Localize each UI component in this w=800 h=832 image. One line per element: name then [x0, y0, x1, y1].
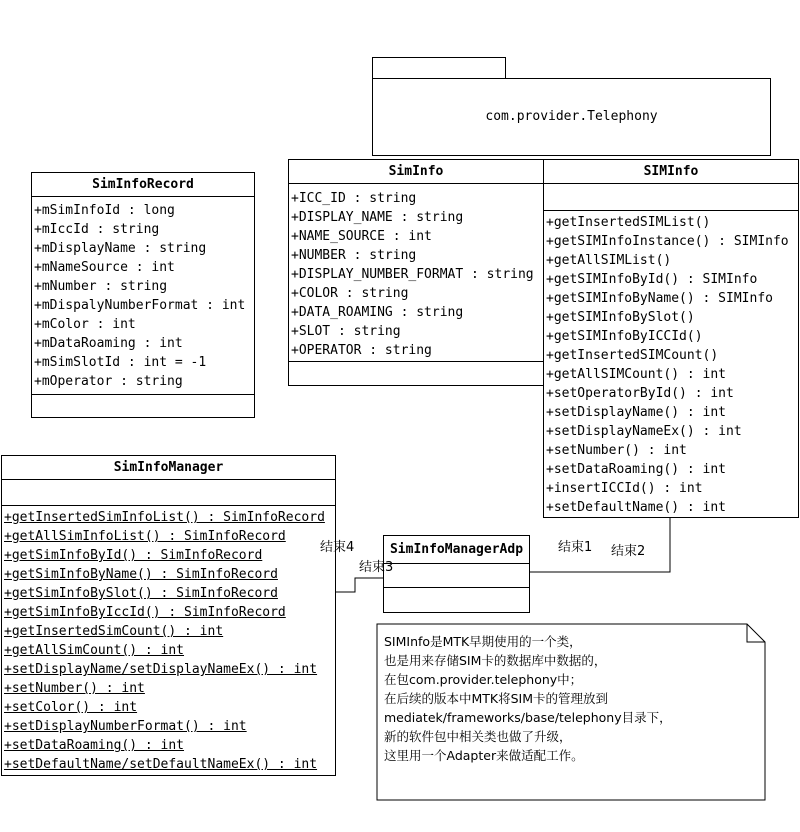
method-item: +setDefaultName() : int: [546, 500, 727, 515]
attribute-item: +OPERATOR : string: [291, 343, 432, 358]
method-item: +getInsertedSimCount() : int: [4, 624, 224, 639]
class-siminfomanageradp[interactable]: [383, 535, 530, 613]
method-list: [289, 362, 543, 385]
connector-label-end4: 结束4: [320, 540, 355, 555]
method-item: +getSIMInfoByName() : SIMInfo: [546, 291, 773, 306]
class-title: SimInfoRecord: [32, 173, 254, 197]
attribute-item: +mDispalyNumberFormat : int: [34, 298, 246, 313]
method-item: +setDisplayName/setDisplayNameEx() : int: [4, 662, 318, 677]
attribute-item: +mSimInfoId : long: [34, 203, 175, 218]
note-text: [384, 632, 672, 765]
attribute-list: [544, 184, 798, 211]
method-item: +setOperatorById() : int: [546, 386, 734, 401]
attribute-item: +SLOT : string: [291, 324, 401, 339]
method-item: +getSimInfoBySlot() : SimInfoRecord: [4, 586, 278, 601]
method-item: +setNumber() : int: [546, 443, 687, 458]
attribute-item: +mDisplayName : string: [34, 241, 207, 256]
package-name: com.provider.Telephony: [485, 109, 658, 124]
method-item: +getAllSIMList(): [546, 253, 672, 268]
method-item: +getSIMInfoById() : SIMInfo: [546, 272, 758, 287]
method-item: +getInsertedSIMList(): [546, 215, 711, 230]
class-title: SimInfoManagerAdp: [384, 536, 529, 564]
class-siminfomanager[interactable]: [1, 455, 336, 776]
attribute-item: +NAME_SOURCE : int: [291, 229, 432, 244]
method-item: +getAllSimInfoList() : SimInfoRecord: [4, 529, 286, 544]
connector-label-end3: 结束3: [359, 560, 394, 575]
method-item: +getSimInfoById() : SimInfoRecord: [4, 548, 263, 563]
attribute-list: [32, 197, 254, 395]
connector-label-end1: 结束1: [558, 540, 593, 555]
attribute-item: +DISPLAY_NAME : string: [291, 210, 464, 225]
class-title: SimInfoManager: [2, 456, 335, 480]
note-line: 也是用来存储SIM卡的数据库中数据的，: [384, 653, 607, 668]
class-title: SimInfo: [289, 160, 543, 184]
attribute-item: +DATA_ROAMING : string: [291, 305, 464, 320]
note-line: SIMInfo是MTK早期使用的一个类，: [384, 634, 582, 649]
method-item: +setDataRoaming() : int: [4, 738, 185, 753]
method-item: +setDataRoaming() : int: [546, 462, 727, 477]
attribute-item: +mNameSource : int: [34, 260, 175, 275]
method-item: +insertICCId() : int: [546, 481, 703, 496]
method-item: +setColor() : int: [4, 700, 138, 715]
method-list: [2, 506, 335, 775]
class-siminfo-upper[interactable]: [543, 159, 799, 518]
class-siminfo[interactable]: [288, 159, 544, 386]
class-title: SIMInfo: [544, 160, 798, 184]
package-tab: [372, 57, 506, 79]
method-item: +setDisplayNumberFormat() : int: [4, 719, 247, 734]
attribute-list: [384, 564, 529, 588]
connector-adp-siminfo: [530, 517, 670, 572]
attribute-list: [2, 480, 335, 506]
method-item: +setNumber() : int: [4, 681, 145, 696]
note-line: 在包com.provider.telephony中；: [384, 672, 583, 687]
note-line: 在后续的版本中MTK将SIM卡的管理放到: [384, 691, 609, 706]
attribute-item: +NUMBER : string: [291, 248, 417, 263]
connector-manager-adp: [335, 578, 383, 592]
method-item: +setDefaultName/setDefaultNameEx() : int: [4, 757, 318, 772]
method-item: +getSIMInfoBySlot(): [546, 310, 695, 325]
attribute-item: +DISPLAY_NUMBER_FORMAT : string: [291, 267, 534, 282]
method-item: +getSIMInfoInstance() : SIMInfo: [546, 234, 789, 249]
method-list: [384, 588, 529, 612]
class-siminforecord[interactable]: [31, 172, 255, 418]
method-list: [544, 211, 798, 517]
attribute-item: +mIccId : string: [34, 222, 160, 237]
note-line: 这里用一个Adapter来做适配工作。: [384, 748, 584, 763]
method-item: +getSIMInfoByICCId(): [546, 329, 703, 344]
note-line: mediatek/frameworks/base/telephony目录下，: [384, 710, 672, 725]
method-item: +getSimInfoByIccId() : SimInfoRecord: [4, 605, 286, 620]
method-item: +setDisplayName() : int: [546, 405, 727, 420]
method-item: +getAllSIMCount() : int: [546, 367, 727, 382]
attribute-item: +mSimSlotId : int = -1: [34, 355, 207, 370]
attribute-list: [289, 184, 543, 362]
connector-label-end2: 结束2: [611, 544, 646, 559]
attribute-item: +mNumber : string: [34, 279, 168, 294]
method-item: +getInsertedSIMCount(): [546, 348, 719, 363]
method-item: +getSimInfoByName() : SimInfoRecord: [4, 567, 278, 582]
method-item: +setDisplayNameEx() : int: [546, 424, 742, 439]
attribute-item: +mDataRoaming : int: [34, 336, 183, 351]
attribute-item: +mColor : int: [34, 317, 136, 332]
attribute-item: +ICC_ID : string: [291, 191, 417, 206]
attribute-item: +COLOR : string: [291, 286, 409, 301]
method-item: +getInsertedSimInfoList() : SimInfoRecord: [4, 510, 325, 525]
method-item: +getAllSimCount() : int: [4, 643, 185, 658]
method-list: [32, 395, 254, 417]
attribute-item: +mOperator : string: [34, 374, 183, 389]
package-com-provider-telephony[interactable]: [372, 78, 771, 156]
note-line: 新的软件包中相关类也做了升级，: [384, 729, 572, 744]
